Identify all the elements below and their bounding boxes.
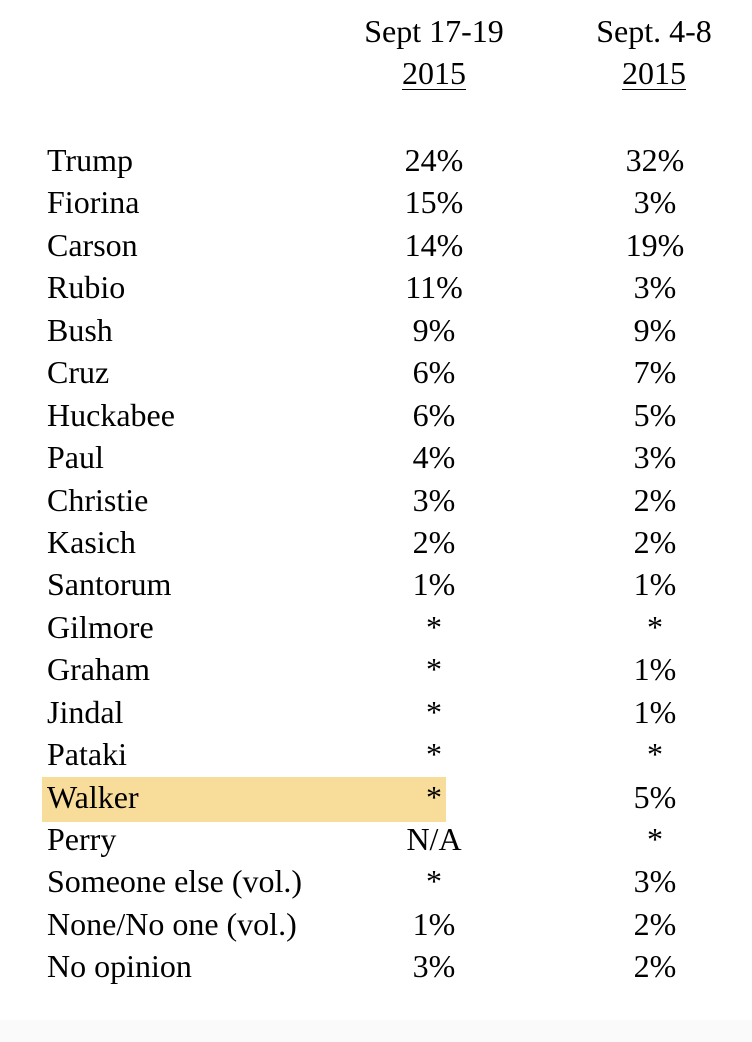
sept17-19-value: 6% xyxy=(412,396,456,433)
poll-results-table xyxy=(0,139,752,988)
candidate-name: Kasich xyxy=(47,523,136,560)
sept4-8-value: 2% xyxy=(633,523,677,560)
table-row xyxy=(0,436,752,478)
candidate-name: Perry xyxy=(47,821,117,857)
table-row xyxy=(0,818,752,860)
sept17-19-value: 9% xyxy=(412,311,456,348)
sept4-8-value: 1% xyxy=(633,693,677,730)
table-row xyxy=(0,394,752,436)
sept4-8-value: 5% xyxy=(633,778,677,815)
candidate-name: None/No one (vol.) xyxy=(47,905,297,942)
sept17-19-value: 11% xyxy=(405,269,463,306)
sept17-19-value: * xyxy=(426,863,442,900)
sept17-19-value: 1% xyxy=(412,905,456,942)
sept4-8-value: 2% xyxy=(633,948,677,985)
sept4-8-value: 9% xyxy=(633,311,677,348)
column-header-year: 2015 xyxy=(402,55,466,91)
sept4-8-value: 32% xyxy=(625,142,685,178)
sept17-19-value: * xyxy=(426,736,442,773)
sept17-19-value: 3% xyxy=(412,948,456,985)
table-row xyxy=(0,351,752,393)
table-row xyxy=(0,224,752,266)
candidate-name: Graham xyxy=(47,651,151,688)
sept4-8-value: 19% xyxy=(625,226,685,263)
candidate-name: Trump xyxy=(47,142,133,178)
candidate-name: Carson xyxy=(47,226,138,263)
sept4-8-value: 3% xyxy=(633,439,677,476)
candidate-name: Pataki xyxy=(47,736,127,773)
table-row xyxy=(0,479,752,521)
column-header-sept-17-19 xyxy=(334,10,534,94)
sept17-19-value: 6% xyxy=(412,354,456,391)
sept4-8-value: 7% xyxy=(633,354,677,391)
candidate-name: Christie xyxy=(47,481,149,518)
column-header-sept-4-8 xyxy=(554,10,752,94)
table-row xyxy=(0,733,752,775)
table-row xyxy=(0,181,752,223)
column-header-dates: Sept. 4-8 xyxy=(596,13,712,49)
column-header-dates: Sept 17-19 xyxy=(364,13,504,49)
table-row xyxy=(0,563,752,605)
table-row xyxy=(0,860,752,902)
table-row xyxy=(0,521,752,563)
sept17-19-value: * xyxy=(426,651,442,688)
table-row xyxy=(0,691,752,733)
sept4-8-value: 2% xyxy=(633,481,677,518)
sept17-19-value: * xyxy=(426,693,442,730)
table-row xyxy=(0,945,752,987)
sept4-8-value: 5% xyxy=(633,396,677,433)
sept4-8-value: 2% xyxy=(633,905,677,942)
sept4-8-value: 3% xyxy=(633,863,677,900)
table-row xyxy=(0,903,752,945)
candidate-name: Walker xyxy=(47,778,139,815)
sept17-19-value: * xyxy=(426,608,442,645)
candidate-name: Huckabee xyxy=(47,396,175,433)
table-row xyxy=(0,309,752,351)
sept17-19-value: N/A xyxy=(406,821,462,857)
candidate-name: Gilmore xyxy=(47,608,154,645)
sept4-8-value: 3% xyxy=(633,184,677,221)
sept4-8-value: * xyxy=(647,608,663,645)
sept17-19-value: 2% xyxy=(412,523,456,560)
candidate-name: Paul xyxy=(47,439,104,476)
table-row xyxy=(0,139,752,181)
table-row xyxy=(0,266,752,308)
sept17-19-value: 15% xyxy=(404,184,464,221)
column-header-year: 2015 xyxy=(622,55,686,91)
sept17-19-value: * xyxy=(426,778,442,815)
sept4-8-value: 1% xyxy=(633,651,677,688)
sept4-8-value: * xyxy=(647,821,663,857)
sept17-19-value: 3% xyxy=(412,481,456,518)
candidate-name: No opinion xyxy=(47,948,192,985)
sept17-19-value: 1% xyxy=(412,566,456,603)
candidate-name: Rubio xyxy=(47,269,126,306)
sept4-8-value: 3% xyxy=(633,269,677,306)
sept17-19-value: 24% xyxy=(404,142,464,178)
candidate-name: Santorum xyxy=(47,566,172,603)
sept4-8-value: * xyxy=(647,736,663,773)
sept17-19-value: 4% xyxy=(412,439,456,476)
table-row xyxy=(0,606,752,648)
table-row-highlighted xyxy=(0,776,752,818)
sept4-8-value: 1% xyxy=(633,566,677,603)
table-row xyxy=(0,648,752,690)
sept17-19-value: 14% xyxy=(404,226,464,263)
candidate-name: Someone else (vol.) xyxy=(47,863,303,900)
candidate-name: Cruz xyxy=(47,354,110,391)
candidate-name: Jindal xyxy=(47,693,124,730)
candidate-name: Fiorina xyxy=(47,184,140,221)
candidate-name: Bush xyxy=(47,311,113,348)
